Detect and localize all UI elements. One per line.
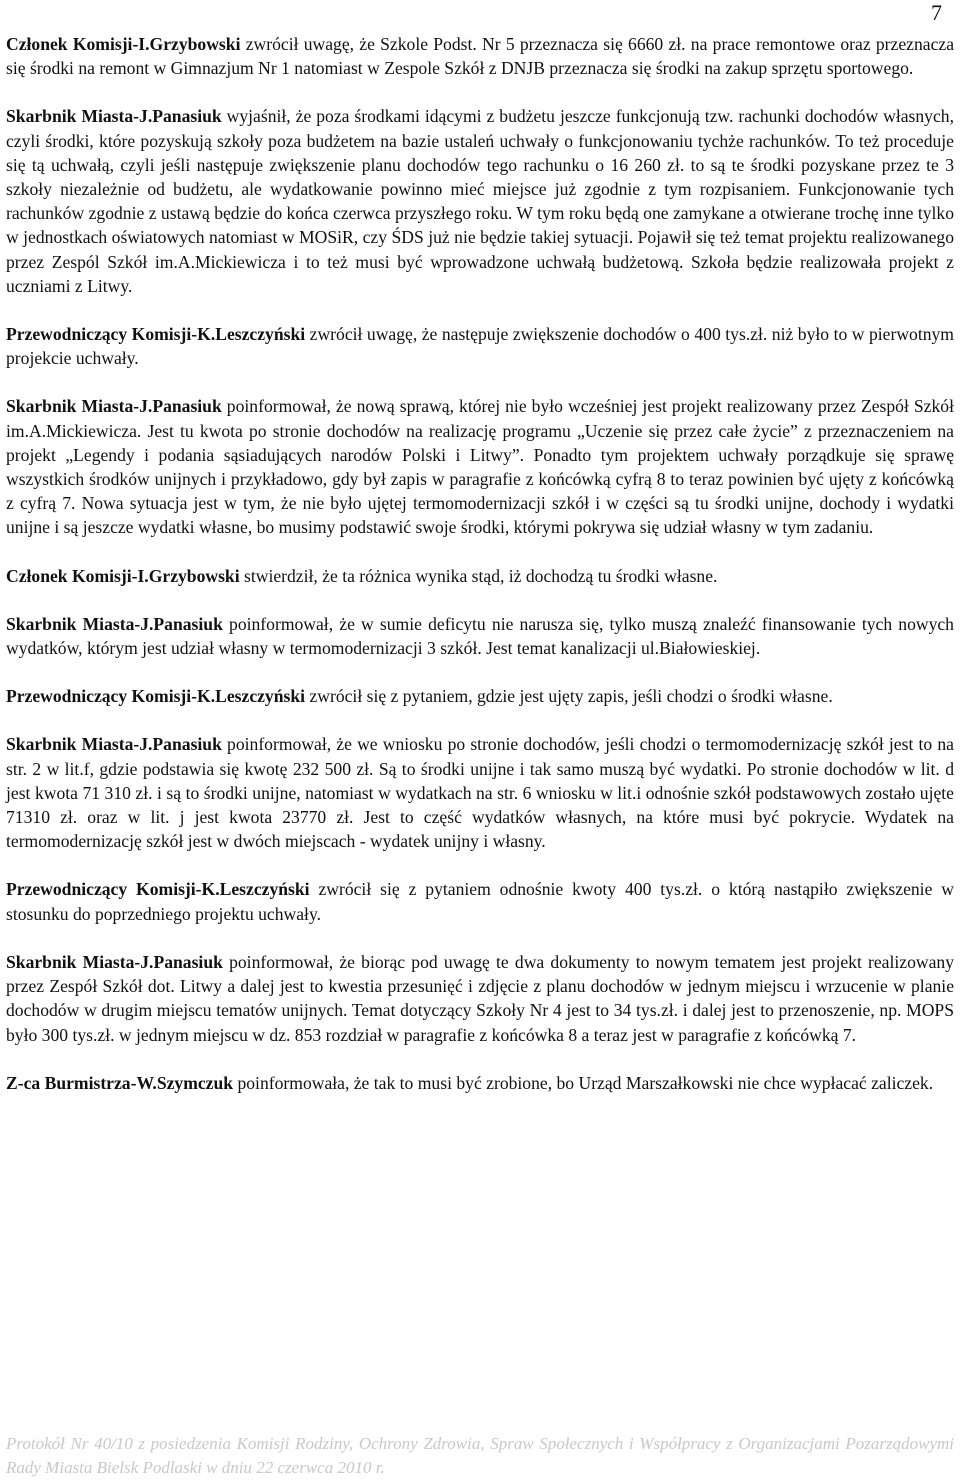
page-number: 7: [931, 0, 942, 25]
paragraph: [6, 32, 954, 80]
speaker-name: Skarbnik Miasta-J.Panasiuk: [6, 951, 223, 972]
paragraph-text: zwrócił uwagę, że Szkole Podst. Nr 5 przeznacza się 6660 zł. na prace remontowe oraz przeznacza się środki na remont w Gimnazjum Nr 1 natomiast w Zespole Szkół z DNJB przeznacza się środki na zakup sprzętu sportowego.: [6, 34, 955, 79]
paragraph: [6, 564, 954, 588]
speaker-name: Przewodniczący Komisji-K.Leszczyński: [6, 879, 310, 900]
page-footer: Protokół Nr 40/10 z posiedzenia Komisji Rodziny, Ochrony Zdrowia, Spraw Społecznych i Współpracy z Organizacjami Pozarządowymi Rady Miasta Bielsk Podlaski w dniu 22 czerwca 2010 r.: [6, 1434, 954, 1477]
paragraph: [6, 950, 954, 1047]
paragraph-text: zwrócił się z pytaniem, gdzie jest ujęty zapis, jeśli chodzi o środki własne.: [305, 686, 833, 707]
paragraph-text: zwrócił uwagę, że następuje zwiększenie dochodów o 400 tys.zł. niż było to w pierwotnym projekcie uchwały.: [6, 324, 954, 369]
paragraph: [6, 732, 954, 853]
paragraph: [6, 612, 954, 660]
paragraph-text: poinformował, że biorąc pod uwagę te dwa dokumenty to nowym tematem jest projekt realizowany przez Zespół Szkół dot. Litwy a dalej jest to kwestia przesunięć i zdjęcie z planu dochodów w jednym miejscu i wrzucenie w planie dochodów w drugim miejscu tematów unijnych. Temat dotyczący Szkoły Nr 4 jest to 34 tys.zł. i dalej jest to przenoszenie, np. MOPS było 300 tys.zł. w jednym miejscu w dz. 853 rozdział w paragrafie z końcówka 8 a teraz jest w paragrafie z końcówką 7.: [6, 951, 954, 1045]
paragraph-text: wyjaśnił, że poza środkami idącymi z budżetu jeszcze funkcjonują tzw. rachunki dochodów własnych, czyli środki, które pozyskują szkoły poza budżetem na bazie ustaleń uchwały o funkcjonowaniu tychże rachunków. To też proceduje się tą uchwałą, czyli jeśli następuje zwiększenie planu dochodów tego rachunku o 16 260 zł. to są te środki pozyskane przez te 3 szkoły niezależnie od budżetu, ale wydatkowanie powinno mieć miejsce już zgodnie z tym rozpisaniem. Funkcjonowanie tych rachunków zgodnie z ustawą będzie do końca czerwca przyszłego roku. W tym roku będą one zamykane a otwierane trochę inne tylko w jednostkach oświatowych natomiast w MOSiR, czy ŚDS już nie będzie takiej sytuacji. Pojawił się też temat projektu realizowanego przez Zespól Szkół im.A.Mickiewicza i to też musi być wprowadzone uchwałą budżetową. Szkoła będzie realizowała projekt z uczniami z Litwy.: [6, 106, 954, 296]
speaker-name: Skarbnik Miasta-J.Panasiuk: [6, 106, 222, 127]
paragraph-text: poinformowała, że tak to musi być zrobione, bo Urząd Marszałkowski nie chce wypłacać zaliczek.: [233, 1072, 934, 1093]
speaker-name: Przewodniczący Komisji-K.Leszczyński: [6, 324, 306, 345]
paragraph-text: poinformował, że we wniosku po stronie dochodów, jeśli chodzi o termomodernizację szkół jest to na str. 2 w lit.f, gdzie podstawia się kwotę 232 500 zł. Są to środki unijne i tak samo muszą być wydatki. Po stronie dochodów w lit. d jest kwota 71 310 zł. i są to środki unijne, natomiast w wydatkach na str. 6 wniosku w lit.i odnośnie szkół podstawowych zostało ujęte 71310 zł. oraz w lit. j jest kwota 23770 zł. Jest to część wydatków własnych, na które musi być pokrycie. Wydatek na termomodernizację szkół jest w dwóch miejscach - wydatek unijny i własny.: [6, 734, 954, 852]
paragraph-text: poinformował, że nową sprawą, której nie było wcześniej jest projekt realizowany przez Zespół Szkół im.A.Mickiewicza. Jest tu kwota po stronie dochodów na realizację programu „Uczenie się przez całe życie” z przeznaczeniem na projekt „Legendy i podania sąsiadujących narodów Polski i Litwy”. Ponadto tym projektem uchwały porządkuje się sprawę wszystkich środków unijnych i przykładowo, gdy był zapis w paragrafie z końcówką cyfrą 8 to teraz powinien być ujęty z końcówką z cyfrą 7. Nowa sytuacja jest w tym, że nie było ujętej termomodernizacji szkół i w części są tu środki unijne, dochody i wydatki unijne i są jeszcze wydatki własne, bo musimy podstawić swoje środki, którymi pokrywa się udział własny w tym zadaniu.: [6, 396, 954, 538]
speaker-name: Skarbnik Miasta-J.Panasiuk: [6, 613, 223, 634]
paragraph: [6, 394, 954, 539]
document-body: [6, 32, 954, 1119]
paragraph: [6, 322, 954, 370]
speaker-name: Skarbnik Miasta-J.Panasiuk: [6, 396, 222, 417]
paragraph-text: poinformował, że w sumie deficytu nie narusza się, tylko muszą znaleźć finansowanie tych nowych wydatków, którym jest udział własny w termomodernizacji 3 szkół. Jest temat kanalizacji ul.Białowieskiej.: [6, 613, 954, 659]
speaker-name: Skarbnik Miasta-J.Panasiuk: [6, 734, 222, 755]
paragraph: [6, 684, 954, 708]
paragraph-text: stwierdził, że ta różnica wynika stąd, iż dochodzą tu środki własne.: [239, 565, 718, 586]
speaker-name: Członek Komisji-I.Grzybowski: [6, 34, 241, 54]
speaker-name: Członek Komisji-I.Grzybowski: [6, 565, 240, 586]
paragraph: [6, 104, 954, 298]
paragraph-text: zwrócił się z pytaniem odnośnie kwoty 400 tys.zł. o którą nastąpiło zwiększenie w stosunku do poprzedniego projektu uchwały.: [6, 879, 954, 924]
speaker-name: Z-ca Burmistrza-W.Szymczuk: [6, 1072, 234, 1093]
speaker-name: Przewodniczący Komisji-K.Leszczyński: [6, 686, 306, 707]
paragraph: [6, 877, 954, 925]
paragraph: [6, 1071, 954, 1095]
